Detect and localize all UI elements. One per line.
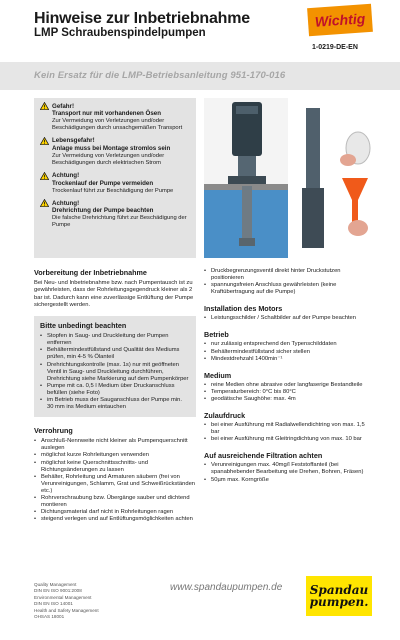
warning-title: Anlage muss bei Montage stromlos sein bbox=[52, 144, 171, 152]
warning-triangle-icon bbox=[40, 199, 49, 207]
warning-text: Die falsche Drehrichtung führt zur Beschädigung der Pumpe bbox=[52, 215, 187, 229]
cert-line: DIN EN ISO 14001 bbox=[34, 601, 73, 606]
verrohrung-list bbox=[34, 438, 196, 523]
verrohrung-title: Verrohrung bbox=[34, 426, 73, 436]
page-title: Hinweise zur Inbetriebnahme bbox=[34, 10, 250, 27]
warning-triangle-icon bbox=[40, 137, 49, 145]
left-column bbox=[34, 268, 196, 523]
cert-line: DIN EN ISO 9001:2008 bbox=[34, 588, 82, 593]
right-top-list bbox=[204, 268, 372, 296]
bitte-list bbox=[40, 333, 190, 411]
list-item: • geodätische Saughöhe: max. 4m bbox=[204, 396, 372, 403]
list-item: • 50µm max. Korngröße bbox=[204, 477, 372, 484]
warning-head bbox=[40, 137, 190, 145]
warning-item bbox=[40, 199, 190, 230]
filling-photo bbox=[292, 98, 374, 258]
list-item: • steigend verlegen und auf Entlüftungsmöglichkeiten achten bbox=[34, 516, 196, 523]
list-item: • reine Medien ohne abrasive oder langfaserige Bestandteile bbox=[204, 382, 372, 389]
list-item: • bei einer Ausführung mit Radialwellendichtring von max. 1,5 bar bbox=[204, 422, 372, 436]
warning-label: Achtung! bbox=[52, 199, 80, 207]
list-item: • bei einer Ausführung mit Gleitringdichtung von max. 10 bar bbox=[204, 436, 372, 443]
cert-line: Quality Management bbox=[34, 582, 77, 587]
warning-head bbox=[40, 199, 190, 207]
list-item: • Temperaturbereich: 0°C bis 80°C bbox=[204, 389, 372, 396]
cert-line: Health and Safety Management bbox=[34, 608, 99, 613]
bitte-title: Bitte unbedingt beachten bbox=[40, 321, 127, 331]
warning-label: Gefahr! bbox=[52, 102, 75, 110]
spandau-pumpen-logo bbox=[306, 576, 372, 616]
list-item: • spannungsfreien Anschluss gewährleisten (keine Kraftübertragung auf die Pumpe) bbox=[204, 282, 372, 296]
pump-photo bbox=[204, 98, 288, 258]
website-link[interactable]: www.spandaupumpen.de bbox=[170, 582, 283, 593]
list-item: • Druckbegrenzungsventil direkt hinter Druckstutzen positionieren bbox=[204, 268, 372, 282]
list-item: • Dichtungsmaterial darf nicht in Rohrleitungen ragen bbox=[34, 509, 196, 516]
warning-triangle-icon bbox=[40, 102, 49, 110]
list-item: • Leistungsschilder / Schaltbilder auf der Pumpe beachten bbox=[204, 315, 372, 322]
warning-title: Trockenlauf der Pumpe vermeiden bbox=[52, 179, 154, 187]
betrieb-title: Betrieb bbox=[204, 330, 229, 340]
cert-line: OHSAS 18001 bbox=[34, 614, 65, 619]
banner bbox=[0, 62, 400, 90]
zulaufdruck-list bbox=[204, 422, 372, 443]
list-item: • Rohrverschraubung bzw. Übergänge sauber und dichtend montieren bbox=[34, 495, 196, 509]
list-item: • möglichst keine Querschnittsschnitts- und Richtungsänderungen zu lassen bbox=[34, 460, 196, 474]
list-item: • Behälter, Rohrleitung und Armaturen säubern (frei von Verunreinigungen, Schlamm, Grat und Schweißrückständen etc.) bbox=[34, 474, 196, 495]
banner-text: Kein Ersatz für die LMP-Betriebsanleitung 951-170-016 bbox=[34, 70, 286, 81]
warnings-panel bbox=[34, 98, 196, 258]
logo-line-1: Spandau bbox=[309, 583, 369, 597]
list-item: • Stopfen in Saug- und Druckleitung der Pumpen entfernen bbox=[40, 333, 190, 347]
warning-item bbox=[40, 102, 190, 133]
warning-label: Lebensgefahr! bbox=[52, 137, 95, 145]
warning-text: Zur Vermeidung von Verletzungen und/oder Beschädigungen durch elektrischen Strom bbox=[52, 152, 165, 167]
warning-head bbox=[40, 172, 190, 180]
warning-item bbox=[40, 137, 190, 168]
warning-title: Transport nur mit vorhandenen Ösen bbox=[52, 110, 161, 117]
warning-text: Zur Vermeidung von Verletzungen und/oder Beschädigungen durch unsachgemäßen Transport bbox=[52, 118, 183, 132]
vorbereitung-title: Vorbereitung der Inbetriebnahme bbox=[34, 268, 147, 277]
medium-title: Medium bbox=[204, 370, 232, 380]
list-item: • Mindestdrehzahl 1400min⁻¹ bbox=[204, 356, 372, 363]
warning-item bbox=[40, 172, 190, 195]
list-item: • möglichst kurze Rohrleitungen verwenden bbox=[34, 452, 196, 459]
list-item: • im Betrieb muss der Sauganschluss der Pumpe min. 30 mm ins Medium eintauchen bbox=[40, 397, 190, 411]
betrieb-list bbox=[204, 341, 372, 362]
doc-number: 1-0219-DE-EN bbox=[312, 44, 358, 51]
certifications bbox=[34, 582, 99, 621]
right-column bbox=[204, 268, 372, 484]
zulaufdruck-title: Zulaufdruck bbox=[204, 411, 246, 421]
list-item: • Behältermindestfüllstand und Qualität des Mediums prüfen, min 4-5 % Ölanteil bbox=[40, 347, 190, 361]
list-item: • Behältermindestfüllstand sicher stellen bbox=[204, 349, 372, 356]
logo-line-2: pumpen. bbox=[309, 595, 369, 609]
warning-title: Drehrichtung der Pumpe beachten bbox=[52, 207, 154, 215]
warning-triangle-icon bbox=[40, 172, 49, 180]
warning-head bbox=[40, 102, 190, 110]
bitte-box bbox=[34, 316, 196, 417]
medium-list bbox=[204, 382, 372, 403]
header bbox=[0, 0, 400, 62]
filtration-title: Auf ausreichende Filtration achten bbox=[204, 451, 323, 461]
installation-title: Installation des Motors bbox=[204, 304, 283, 314]
page-subtitle: LMP Schraubenspindelpumpen bbox=[34, 27, 206, 39]
cert-line: Environmental Management bbox=[34, 595, 92, 600]
warning-label: Achtung! bbox=[52, 172, 80, 180]
list-item: • Drehrichtungskontrolle (max. 1s) nur mit geöffneten Ventil in Saug- und Druckleitung durchführen, Drehrichtung siehe Markierung auf dem Pumpenkörper bbox=[40, 362, 190, 383]
list-item: • Anschluß-Nennweite nicht kleiner als Pumpenquerschnitt auslegen bbox=[34, 438, 196, 452]
wichtig-badge: Wichtig bbox=[307, 4, 373, 36]
list-item: • Verunreinigungen max. 40mg/l Feststoffanteil (bei spanabhebender Bearbeitung wie Drehen, Bohren, Fräsen) bbox=[204, 462, 372, 476]
list-item: • nur zulässig entsprechend den Typenschilddaten bbox=[204, 341, 372, 348]
filtration-list bbox=[204, 462, 372, 483]
vorbereitung-text: Bei Neu- und Inbetriebnahme bzw. nach Pumpentausch ist zu gewährleisten, dass der Rohrleitungsgegendruck kleiner als 2 bar ist. Dadurch kann eine zuverlässige Entlüftung der Pumpe sichergestellt werden. bbox=[34, 280, 194, 308]
list-item: • Pumpe mit ca. 0,5 l Medium über Druckanschluss befüllen (siehe Foto) bbox=[40, 383, 190, 397]
warning-text: Trockenlauf führt zur Beschädigung der Pumpe bbox=[52, 187, 174, 194]
installation-list bbox=[204, 315, 372, 322]
footer bbox=[0, 574, 400, 640]
